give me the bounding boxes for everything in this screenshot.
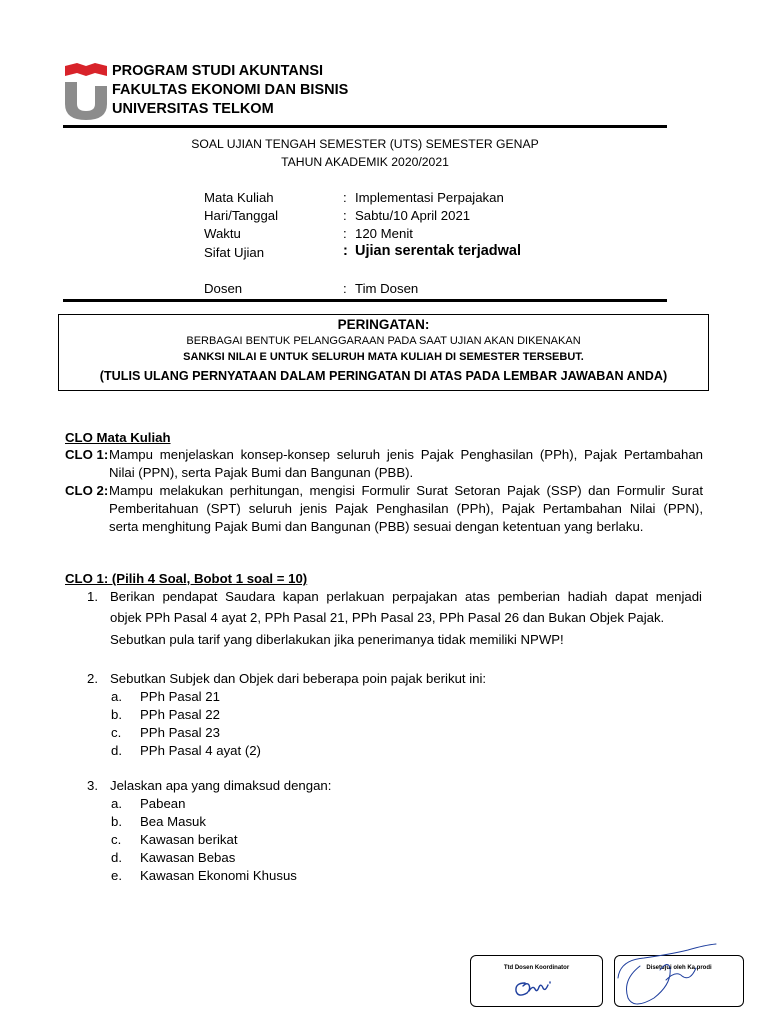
sub-item-letter: b. [111,707,122,722]
clo-2-text: Pemberitahuan (SPT) seluruh jenis Pajak Penghasilan (PPh), Pajak Pertambahan Nilai (PPN), [109,501,703,516]
info-value-lecturer: Tim Dosen [355,281,419,296]
question-number: 2. [87,671,98,686]
sub-item-text: Kawasan berikat [140,832,238,847]
warning-line-2: SANKSI NILAI E UNTUK SELURUH MATA KULIAH DI SEMESTER TERSEBUT. [183,351,584,363]
info-colon: : [343,243,348,259]
question-2-text: Sebutkan Subjek dan Objek dari beberapa poin pajak berikut ini: [110,671,487,686]
exam-title: SOAL UJIAN TENGAH SEMESTER (UTS) SEMESTER GENAP [191,137,539,151]
clo-2-text: serta menghitung Pajak Bumi dan Bangunan (PBB) sesuai dengan ketentuan yang berlaku. [109,519,644,534]
question-1-text: objek PPh Pasal 4 ayat 2, PPh Pasal 21, PPh Pasal 23, PPh Pasal 26 dan Bukan Objek Pajak. [110,610,665,625]
question-number: 1. [87,589,98,604]
warning-line-1: BERBAGAI BENTUK PELANGGARAAN PADA SAAT UJIAN AKAN DIKENAKAN [186,335,581,347]
sub-item-letter: b. [111,814,122,829]
header-divider [63,125,667,128]
sub-item-letter: c. [111,725,122,740]
coordinator-signature-icon [511,973,563,1001]
question-number: 3. [87,778,98,793]
info-value-exam-type: Ujian serentak terjadwal [355,243,522,259]
info-colon: : [343,190,347,205]
sub-item-text: PPh Pasal 21 [140,689,220,704]
clo-1-text: Nilai (PPN), serta Pajak Bumi dan Bangunan (PBB). [109,465,414,480]
info-label-lecturer: Dosen [204,281,243,296]
clo-1-label: CLO 1: [65,447,109,462]
sub-item-text: PPh Pasal 4 ayat (2) [140,743,261,758]
warning-line-3: (TULIS ULANG PERNYATAAN DALAM PERINGATAN DI ATAS PADA LEMBAR JAWABAN ANDA) [99,369,668,383]
question-3-text: Jelaskan apa yang dimaksud dengan: [110,778,332,793]
clo-2-text: Mampu melakukan perhitungan, mengisi Formulir Surat Setoran Pajak (SSP) dan Formulir Surat [109,483,703,498]
info-value-course: Implementasi Perpajakan [355,190,504,205]
academic-year: TAHUN AKADEMIK 2020/2021 [281,155,449,169]
sub-item-text: PPh Pasal 23 [140,725,220,740]
clo-1-text: Mampu menjelaskan konsep-konsep seluruh jenis Pajak Penghasilan (PPh), Pajak Pertambahan [109,447,703,462]
clo-2-label: CLO 2: [65,483,109,498]
warning-box [58,314,709,391]
sub-item-text: Pabean [140,796,186,811]
sub-item-letter: a. [111,796,122,811]
coordinator-signature-box [470,955,603,1007]
question-1-text: Berikan pendapat Saudara kapan perlakuan perpajakan atas pemberian hadiah dapat menjadi [110,589,702,604]
info-value-time: 120 Menit [355,226,413,241]
university-name: UNIVERSITAS TELKOM [112,101,274,117]
sub-item-letter: e. [111,868,122,883]
warning-title: PERINGATAN: [337,317,430,332]
question-1-text: Sebutkan pula tarif yang diberlakukan jika penerimanya tidak memiliki NPWP! [110,632,564,647]
info-colon: : [343,281,347,296]
sub-item-letter: a. [111,689,122,704]
sub-item-text: Kawasan Bebas [140,850,236,865]
head-of-program-signature-label: Disetujui oleh Ka.prodi [646,965,712,971]
section-heading: CLO 1: (Pilih 4 Soal, Bobot 1 soal = 10) [65,571,308,586]
info-value-date: Sabtu/10 April 2021 [355,208,471,223]
program-name: PROGRAM STUDI AKUNTANSI [112,63,324,79]
info-colon: : [343,208,347,223]
info-label-date: Hari/Tanggal [204,208,279,223]
sub-item-letter: d. [111,850,122,865]
university-logo-icon [64,62,108,120]
coordinator-signature-label: Ttd Dosen Koordinator [503,965,570,971]
sub-item-letter: d. [111,743,122,758]
info-label-course: Mata Kuliah [204,190,274,205]
sub-item-text: PPh Pasal 22 [140,707,220,722]
faculty-name: FAKULTAS EKONOMI DAN BISNIS [112,82,349,98]
head-of-program-signature-icon [610,940,730,1012]
sub-item-text: Bea Masuk [140,814,206,829]
info-label-exam-type: Sifat Ujian [204,245,265,260]
info-colon: : [343,226,347,241]
info-label-time: Waktu [204,226,241,241]
sub-item-letter: c. [111,832,122,847]
clo-heading: CLO Mata Kuliah [65,430,171,445]
sub-item-text: Kawasan Ekonomi Khusus [140,868,297,883]
info-divider [63,299,667,302]
